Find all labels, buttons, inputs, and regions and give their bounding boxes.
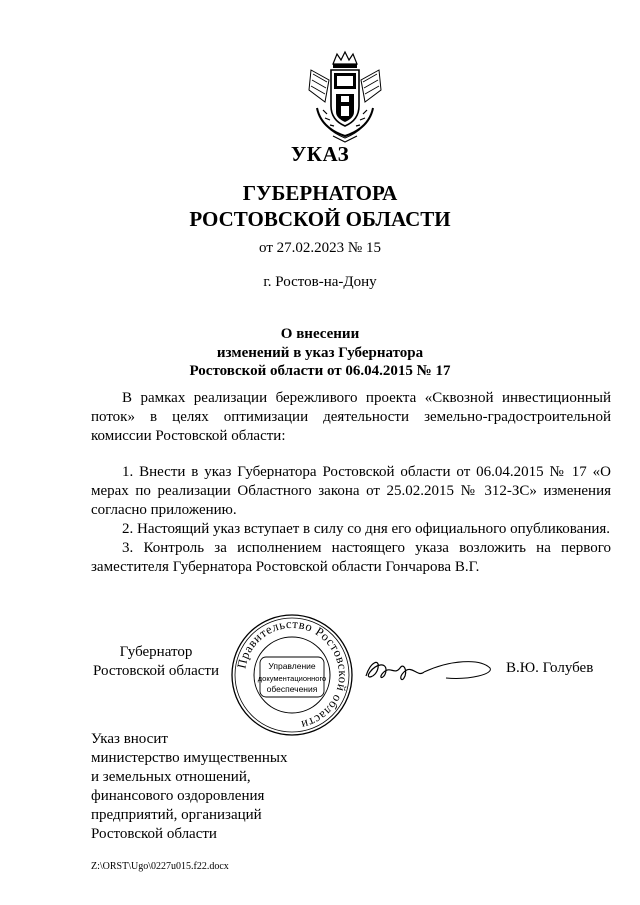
coat-of-arms-emblem — [303, 50, 387, 144]
handwritten-signature — [360, 650, 500, 690]
author-line-5: предприятий, организаций — [91, 807, 262, 823]
issuer-line-1: ГУБЕРНАТОРА — [242, 181, 398, 205]
decree-item-2: 2. Настоящий указ вступает в силу со дня его официального опубликования. — [122, 521, 611, 537]
document-city: г. Ростов-на-Дону — [263, 274, 377, 290]
signatory-title-line-1: Губернатор — [119, 644, 193, 660]
author-line-4: финансового оздоровления — [91, 788, 265, 804]
issuer-line-2: РОСТОВСКОЙ ОБЛАСТИ — [189, 207, 451, 231]
official-seal — [230, 613, 354, 737]
seal-ring-text: Правительство Ростовской области — [234, 616, 351, 733]
decree-item-3: 3. Контроль за исполнением настоящего указа возложить на первого заместителя Губернатора Ростовской области Гончарова В.Г. — [91, 540, 611, 575]
subject-line-1: О внесении — [280, 326, 360, 342]
signatory-title — [91, 643, 221, 681]
seal-inner-line-3: обеспечения — [266, 684, 318, 694]
decree-items — [91, 463, 611, 577]
author-line-6: Ростовской области — [91, 826, 217, 842]
file-path-footer: Z:\ORST\Ugo\0227u015.f22.docx — [91, 861, 229, 872]
document-subject — [0, 325, 640, 381]
author-line-2: министерство имущественных — [91, 750, 288, 766]
seal-inner-line-2: документационного — [257, 674, 327, 683]
decree-item-1: 1. Внести в указ Губернатора Ростовской области от 06.04.2015 № 17 «О мерах по реализации Областного закона от 25.02.2015 № 312-ЗС» изменения согласно приложению. — [91, 464, 611, 518]
author-block — [91, 730, 351, 844]
signatory-name: В.Ю. Голубев — [506, 660, 594, 676]
subject-line-3: Ростовской области от 06.04.2015 № 17 — [189, 363, 451, 379]
seal-inner-line-1: Управление — [268, 661, 316, 671]
preamble-paragraph: В рамках реализации бережливого проекта «Сквозной инвестиционный поток» в целях оптимизации деятельности земельно-градостроительной комиссии Ростовской области: — [91, 390, 611, 444]
signatory-title-line-2: Ростовской области — [93, 663, 219, 679]
author-line-3: и земельных отношений, — [91, 769, 251, 785]
document-date-number: от 27.02.2023 № 15 — [259, 240, 381, 256]
document-type-heading: УКАЗ — [290, 142, 350, 166]
subject-line-2: изменений в указ Губернатора — [216, 344, 424, 361]
preamble-block — [91, 389, 611, 446]
issuer-heading — [0, 180, 640, 232]
author-line-1: Указ вносит — [91, 731, 168, 747]
